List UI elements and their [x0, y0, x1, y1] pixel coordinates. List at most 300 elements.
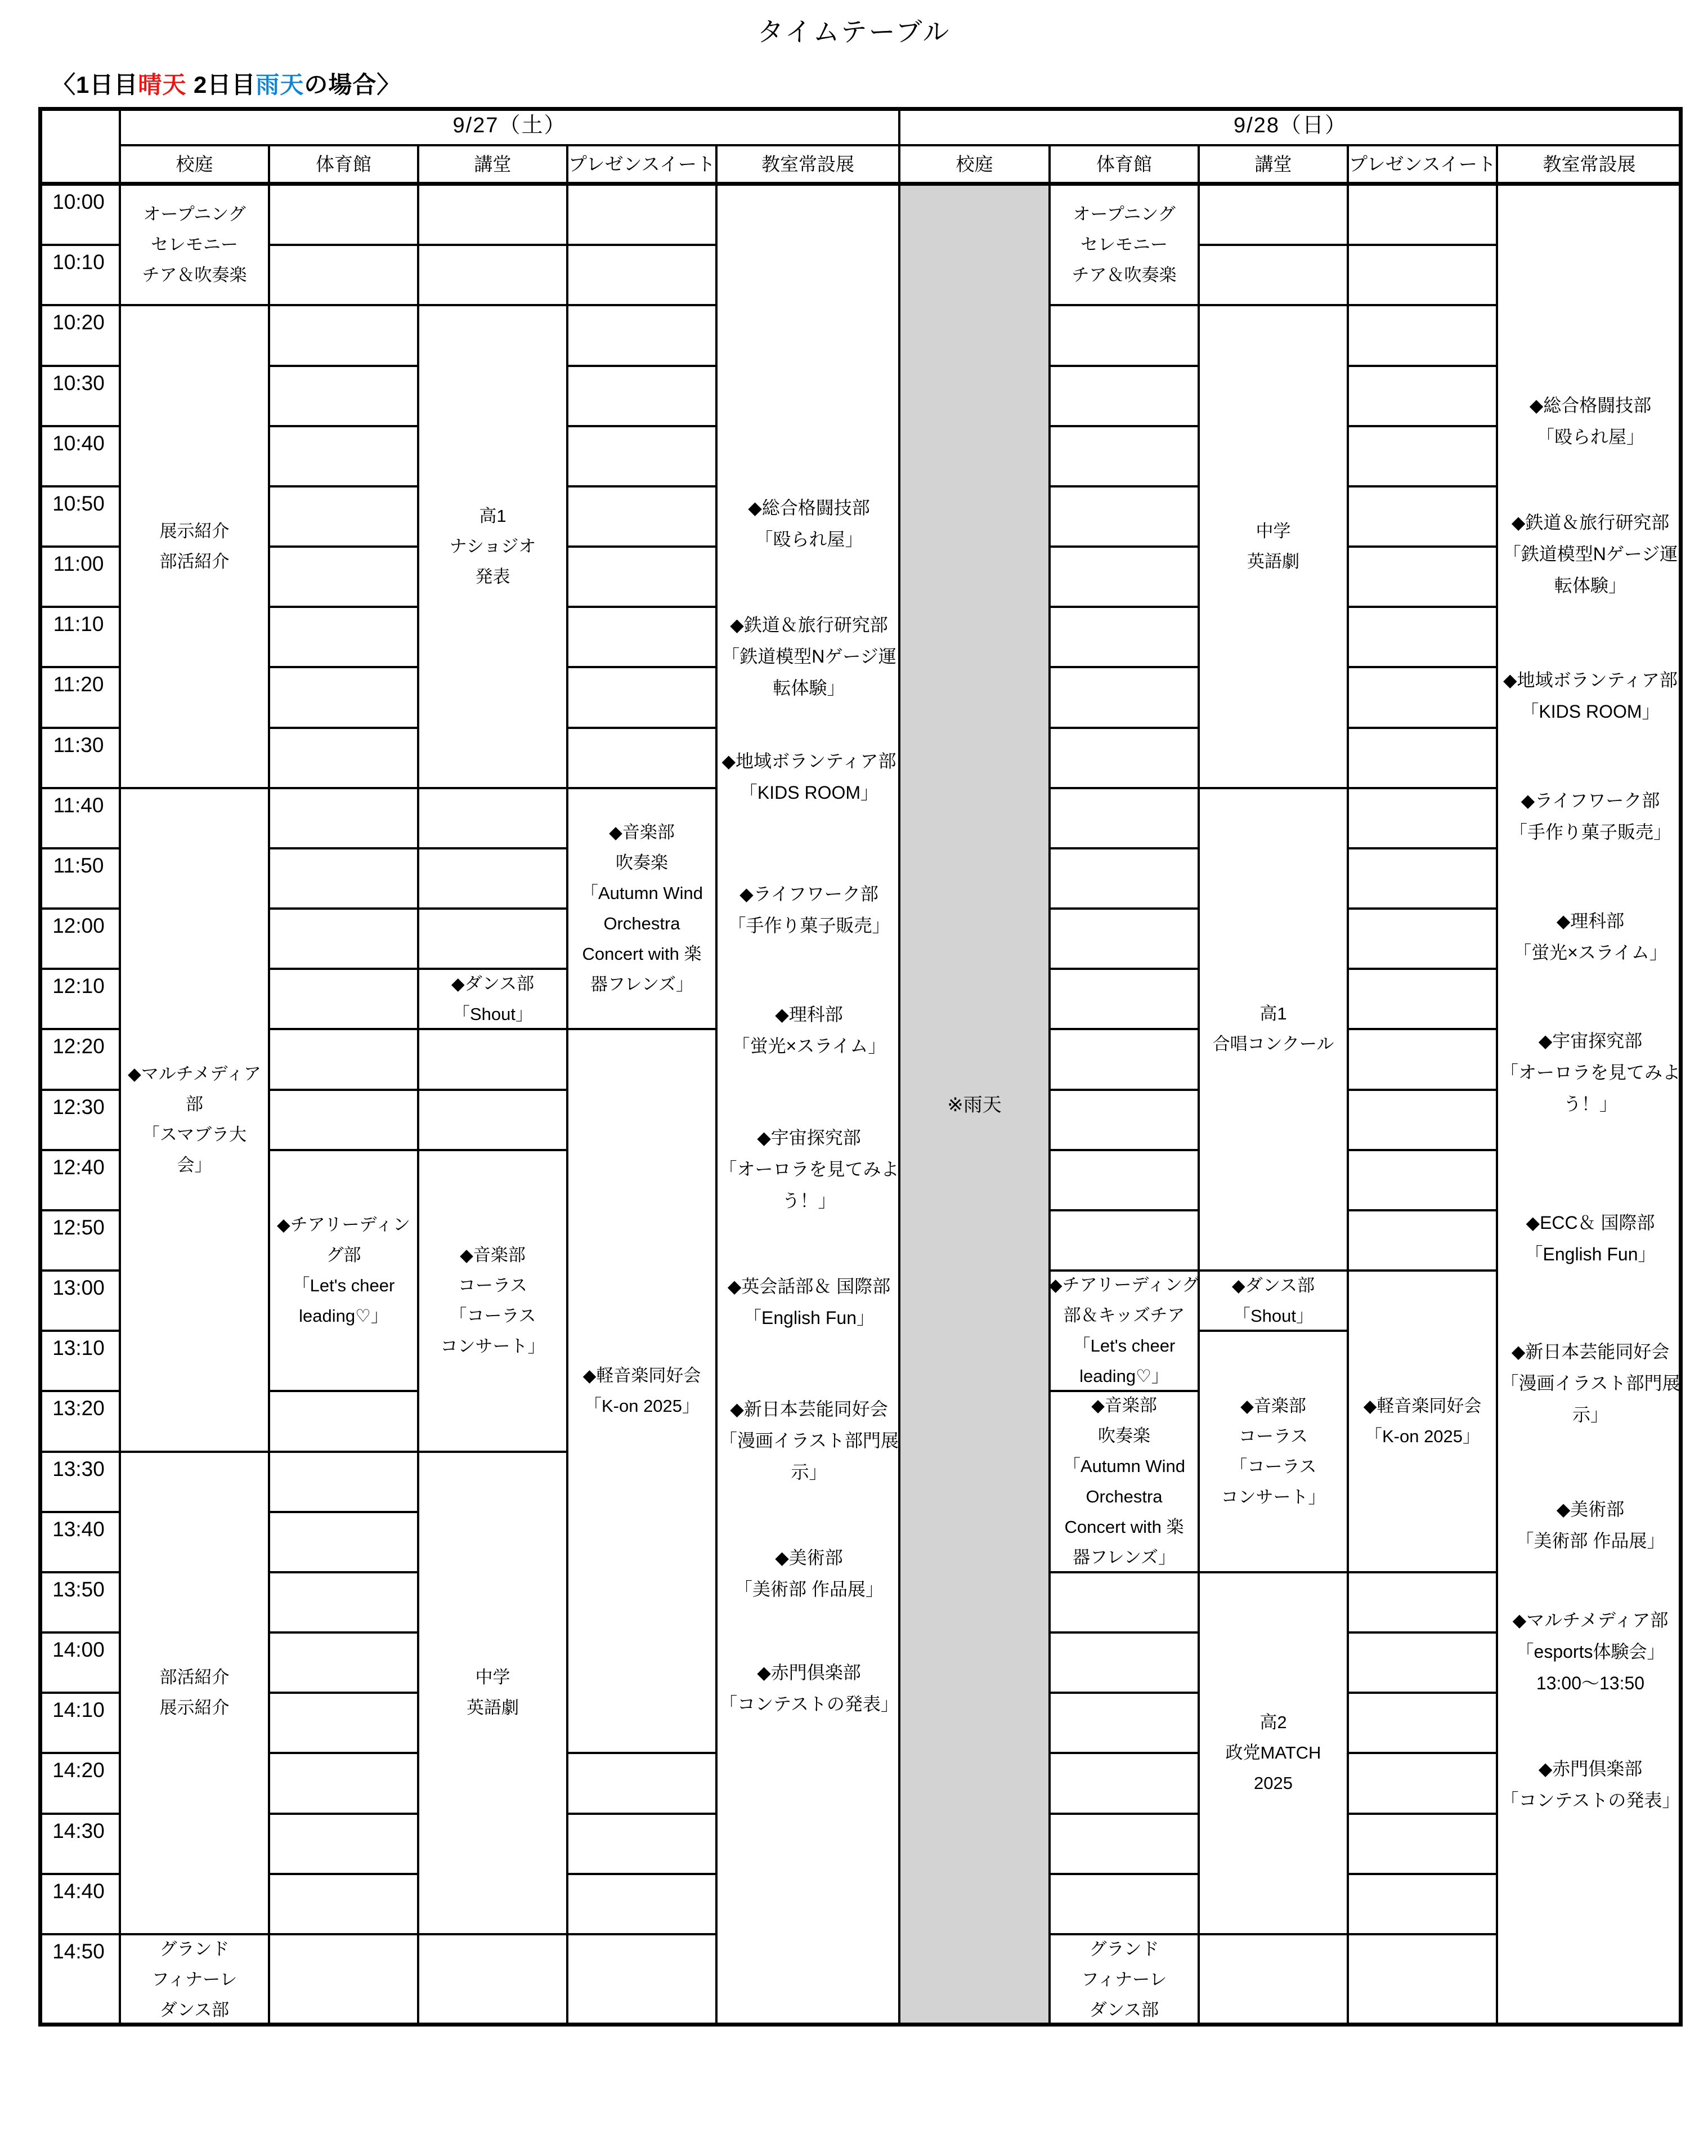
- empty-cell: [1051, 306, 1200, 366]
- text-line: 「美術部 作品展」: [734, 1578, 884, 1599]
- empty-cell: [270, 849, 419, 910]
- event-cell: [1051, 1935, 1200, 2027]
- text-line: 「殴られ屋」: [1536, 426, 1644, 447]
- time-cell: 10:10: [38, 246, 121, 306]
- text-line: コーラス: [458, 1275, 528, 1295]
- empty-cell: [1349, 849, 1498, 910]
- empty-cell: [568, 487, 718, 548]
- text-line: 示」: [791, 1462, 827, 1483]
- text-line: 示」: [1572, 1404, 1608, 1425]
- time-cell: 11:30: [38, 729, 121, 789]
- time-cell: 12:40: [38, 1151, 121, 1211]
- time-cell: 14:20: [38, 1754, 121, 1814]
- empty-cell: [1051, 849, 1200, 910]
- exhibit-entry: [1498, 1604, 1683, 1699]
- empty-cell: [1200, 246, 1349, 306]
- empty-cell: [419, 246, 568, 306]
- time-cell: 10:00: [38, 186, 121, 246]
- text-line: 「コーラス: [449, 1305, 536, 1326]
- text-line: ◆総合格闘技部: [1529, 395, 1652, 415]
- text-line: 英語劇: [1247, 552, 1299, 572]
- rain-cell: [900, 186, 1051, 2027]
- text-line: 「Shout」: [1232, 1305, 1313, 1326]
- exhibit-entry: [718, 1122, 900, 1216]
- empty-cell: [1051, 1211, 1200, 1272]
- empty-cell: [270, 1634, 419, 1694]
- empty-cell: [270, 306, 419, 366]
- text-line: コンサート」: [1221, 1487, 1326, 1507]
- time-cell: 13:30: [38, 1453, 121, 1513]
- exhibit-entry: [718, 609, 900, 704]
- text-line: 「手作り菓子販売」: [728, 915, 890, 936]
- event-cell: [419, 970, 568, 1030]
- text-line: ◆総合格闘技部: [748, 498, 870, 518]
- text-line: 展示紹介: [159, 1698, 230, 1718]
- event-cell: [1200, 1573, 1349, 1935]
- exhibit-entry: [1498, 1025, 1683, 1120]
- text-line: ◆理科部: [775, 1004, 843, 1025]
- text-line: ◆チアリーディン: [276, 1215, 411, 1235]
- event-cell: [568, 1030, 718, 1754]
- text-line: ◆鉄道＆旅行研究部: [730, 614, 888, 635]
- time-cell: 12:00: [38, 910, 121, 970]
- text-line: ◆音楽部: [1240, 1395, 1306, 1416]
- event-cell: [270, 1151, 419, 1393]
- empty-cell: [568, 1935, 718, 2027]
- text-line: う！」: [1563, 1094, 1617, 1115]
- empty-cell: [1349, 729, 1498, 789]
- text-line: 「蛍光×スライム」: [1513, 942, 1667, 963]
- text-line: 吹奏楽: [616, 853, 668, 873]
- empty-cell: [1349, 668, 1498, 728]
- empty-cell: [568, 427, 718, 487]
- text-line: 「鉄道模型Nゲージ運: [721, 646, 896, 667]
- time-cell: 12:10: [38, 970, 121, 1030]
- event-cell: [419, 1453, 568, 1935]
- time-cell: 12:20: [38, 1030, 121, 1090]
- empty-cell: [1349, 1211, 1498, 1272]
- empty-cell: [1349, 1815, 1498, 1875]
- date-header: 9/27（土）: [121, 107, 900, 146]
- time-cell: 11:20: [38, 668, 121, 728]
- text-line: オープニング: [143, 204, 246, 225]
- event-cell: [568, 789, 718, 1031]
- exhibit-entry: [718, 745, 900, 808]
- empty-cell: [1051, 427, 1200, 487]
- empty-cell: [270, 367, 419, 427]
- empty-cell: [419, 1030, 568, 1090]
- time-cell: 14:50: [38, 1935, 121, 2027]
- text-line: leading♡」: [1079, 1366, 1169, 1386]
- text-line: 「手作り菓子販売」: [1509, 821, 1671, 842]
- text-line: ◆赤門倶楽部: [1538, 1759, 1643, 1779]
- empty-cell: [270, 910, 419, 970]
- text-line: ◆赤門倶楽部: [757, 1662, 861, 1683]
- text-line: ◆マルチメディア部: [1512, 1610, 1669, 1631]
- text-line: ◆鉄道＆旅行研究部: [1511, 512, 1670, 533]
- empty-cell: [1349, 548, 1498, 608]
- empty-cell: [1051, 1754, 1200, 1814]
- time-cell: 14:00: [38, 1634, 121, 1694]
- subtitle-suffix: の場合〉: [304, 71, 401, 98]
- time-cell: 13:10: [38, 1332, 121, 1392]
- time-cell: 13:00: [38, 1272, 121, 1332]
- text-line: 部活紹介: [159, 552, 230, 572]
- empty-cell: [1349, 1935, 1498, 2027]
- empty-cell: [419, 849, 568, 910]
- text-line: ◆軽音楽同好会: [1363, 1396, 1482, 1416]
- text-line: ◆宇宙探究部: [757, 1127, 861, 1148]
- date-header: 9/28（日）: [900, 107, 1683, 146]
- text-line: セレモニー: [151, 235, 238, 255]
- event-cell: [1349, 1272, 1498, 1573]
- empty-cell: [270, 1513, 419, 1573]
- empty-cell: [1349, 306, 1498, 366]
- empty-cell: [568, 246, 718, 306]
- text-line: 「KIDS ROOM」: [739, 782, 879, 803]
- empty-cell: [568, 668, 718, 728]
- text-line: 高2: [1259, 1712, 1287, 1733]
- exhibit-entry: [1498, 785, 1683, 848]
- text-line: 「漫画イラスト部門展: [1500, 1373, 1680, 1394]
- text-line: 転体験」: [1554, 575, 1626, 596]
- empty-cell: [419, 789, 568, 849]
- time-cell: 11:50: [38, 849, 121, 910]
- text-line: 「スマブラ大: [142, 1125, 247, 1145]
- empty-cell: [270, 427, 419, 487]
- text-line: フィナーレ: [1081, 1970, 1167, 1989]
- text-line: ◆新日本芸能同好会: [1511, 1341, 1670, 1362]
- empty-cell: [1349, 1875, 1498, 1935]
- empty-cell: [270, 1875, 419, 1935]
- text-line: 中学: [475, 1667, 510, 1688]
- event-cell: [121, 1453, 270, 1935]
- text-line: コーラス: [1238, 1426, 1308, 1446]
- text-line: グランド: [1089, 1939, 1159, 1959]
- text-line: ダンス部: [159, 2000, 230, 2020]
- empty-cell: [1349, 970, 1498, 1030]
- text-line: 「Shout」: [452, 1004, 533, 1024]
- text-line: 「K-on 2025」: [584, 1396, 700, 1416]
- event-cell: [1200, 306, 1349, 789]
- text-line: Orchestra: [603, 914, 680, 934]
- empty-cell: [1200, 1935, 1349, 2027]
- event-cell: [121, 186, 270, 306]
- empty-cell: [1051, 1030, 1200, 1090]
- empty-cell: [270, 789, 419, 849]
- empty-cell: [270, 548, 419, 608]
- text-line: ◆ダンス部: [451, 973, 535, 994]
- text-line: 転体験」: [773, 677, 845, 698]
- event-cell: [419, 1151, 568, 1453]
- text-line: 「コーラス: [1230, 1456, 1317, 1477]
- empty-cell: [270, 970, 419, 1030]
- text-line: ◆地域ボランティア部: [721, 751, 896, 772]
- empty-cell: [568, 186, 718, 246]
- empty-cell: [568, 729, 718, 789]
- venue-header: 教室常設展: [718, 146, 900, 186]
- text-line: ◆英会話部＆ 国際部: [727, 1276, 891, 1296]
- empty-cell: [270, 1091, 419, 1151]
- text-line: グ部: [326, 1245, 361, 1265]
- text-line: 「コンテストの発表」: [1500, 1790, 1680, 1811]
- time-cell: 13:40: [38, 1513, 121, 1573]
- text-line: 合唱コンクール: [1212, 1034, 1334, 1054]
- empty-cell: [568, 608, 718, 668]
- event-cell: [1051, 186, 1200, 306]
- event-cell: [1200, 789, 1349, 1272]
- empty-cell: [1051, 668, 1200, 728]
- exhibit-entry: [1498, 905, 1683, 968]
- venue-header: 教室常設展: [1498, 146, 1683, 186]
- subtitle-mid: 2日目: [186, 71, 256, 98]
- empty-cell: [270, 608, 419, 668]
- empty-cell: [568, 548, 718, 608]
- text-line: 部活紹介: [159, 1667, 230, 1688]
- exhibit-entry: [1498, 507, 1683, 601]
- text-line: ダンス部: [1089, 2000, 1159, 2020]
- text-line: 「オーロラを見てみよ: [1500, 1062, 1680, 1083]
- venue-header: プレゼンスイート: [1349, 146, 1498, 186]
- page-title: タイムテーブル: [757, 17, 951, 47]
- text-line: 「美術部 作品展」: [1516, 1531, 1665, 1551]
- empty-cell: [1349, 1030, 1498, 1090]
- venue-header: 講堂: [1200, 146, 1349, 186]
- subtitle-sunny: 晴天: [138, 71, 187, 98]
- empty-cell: [1349, 186, 1498, 246]
- venue-header: 校庭: [121, 146, 270, 186]
- empty-cell: [1349, 427, 1498, 487]
- time-cell: 11:40: [38, 789, 121, 849]
- text-line: ◆ライフワーク部: [739, 884, 878, 905]
- text-line: セレモニー: [1081, 235, 1168, 255]
- empty-cell: [270, 1392, 419, 1452]
- empty-cell: [270, 487, 419, 548]
- corner-cell: [38, 107, 121, 186]
- venue-header: 講堂: [419, 146, 568, 186]
- text-line: 発表: [475, 567, 510, 587]
- exhibit-entry: [1498, 1336, 1683, 1430]
- text-line: Concert with 楽: [582, 944, 702, 964]
- text-line: グランド: [159, 1939, 230, 1959]
- exhibit-entry: [718, 1393, 900, 1488]
- empty-cell: [1349, 1151, 1498, 1211]
- empty-cell: [270, 1453, 419, 1513]
- empty-cell: [1349, 1634, 1498, 1694]
- time-cell: 14:30: [38, 1815, 121, 1875]
- empty-cell: [1051, 608, 1200, 668]
- weather-case-note: [52, 66, 401, 100]
- text-line: ◆美術部: [1556, 1499, 1625, 1520]
- time-cell: 13:20: [38, 1392, 121, 1452]
- text-line: 吹奏楽: [1098, 1426, 1150, 1446]
- text-line: 部＆キッズチア: [1063, 1305, 1185, 1326]
- empty-cell: [1349, 910, 1498, 970]
- text-line: ◆宇宙探究部: [1538, 1031, 1643, 1052]
- empty-cell: [1051, 910, 1200, 970]
- exhibit-entry: [718, 492, 900, 555]
- text-line: 「殴られ屋」: [755, 529, 863, 550]
- empty-cell: [568, 1754, 718, 1814]
- text-line: 「KIDS ROOM」: [1521, 701, 1660, 722]
- time-cell: 13:50: [38, 1573, 121, 1634]
- text-line: 「English Fun」: [1525, 1244, 1656, 1265]
- text-line: ◆ECC＆ 国際部: [1526, 1213, 1655, 1233]
- empty-cell: [1349, 1694, 1498, 1754]
- text-line: ◆軽音楽同好会: [582, 1366, 701, 1386]
- text-line: 器フレンズ」: [590, 974, 694, 995]
- empty-cell: [1051, 1875, 1200, 1935]
- text-line: Concert with 楽: [1064, 1517, 1184, 1537]
- time-cell: 12:50: [38, 1211, 121, 1272]
- venue-header: プレゼンスイート: [568, 146, 718, 186]
- empty-cell: [1051, 487, 1200, 548]
- empty-cell: [1051, 1694, 1200, 1754]
- empty-cell: [1349, 1754, 1498, 1814]
- empty-cell: [1349, 487, 1498, 548]
- empty-cell: [1200, 186, 1349, 246]
- empty-cell: [270, 1935, 419, 2027]
- text-line: オープニング: [1073, 204, 1176, 225]
- event-cell: [1048, 1272, 1200, 1392]
- empty-cell: [1051, 729, 1200, 789]
- text-line: 「K-on 2025」: [1364, 1426, 1481, 1447]
- text-line: 「Let's cheer: [1073, 1336, 1176, 1356]
- text-line: 中学: [1256, 521, 1291, 542]
- time-cell: 11:10: [38, 608, 121, 668]
- empty-cell: [568, 1815, 718, 1875]
- text-line: 「コンテストの発表」: [719, 1693, 899, 1714]
- text-line: 13:00〜13:50: [1536, 1673, 1645, 1694]
- empty-cell: [270, 1030, 419, 1090]
- empty-cell: [1349, 608, 1498, 668]
- text-line: ◆理科部: [1556, 911, 1625, 932]
- text-line: ◆音楽部: [609, 822, 675, 843]
- text-line: 展示紹介: [159, 521, 230, 542]
- exhibit-entry: [1498, 1753, 1683, 1816]
- empty-cell: [1051, 1634, 1200, 1694]
- text-line: 「Let's cheer: [292, 1276, 395, 1296]
- exhibit-entry: [718, 1542, 900, 1605]
- time-cell: 12:30: [38, 1091, 121, 1151]
- empty-cell: [1349, 367, 1498, 427]
- text-line: 「蛍光×スライム」: [732, 1036, 886, 1057]
- text-line: 政党MATCH: [1225, 1743, 1321, 1763]
- empty-cell: [270, 729, 419, 789]
- exhibit-column: [718, 186, 900, 2027]
- text-line: フィナーレ: [151, 1970, 237, 1989]
- empty-cell: [1051, 548, 1200, 608]
- time-cell: 10:40: [38, 427, 121, 487]
- event-cell: [1200, 1332, 1349, 1573]
- empty-cell: [1051, 367, 1200, 427]
- text-line: ◆音楽部: [1091, 1395, 1157, 1416]
- event-cell: [121, 306, 270, 789]
- time-cell: 14:10: [38, 1694, 121, 1754]
- text-line: ◆美術部: [775, 1547, 843, 1568]
- event-cell: [1200, 1272, 1349, 1332]
- empty-cell: [270, 186, 419, 246]
- empty-cell: [419, 1091, 568, 1151]
- exhibit-entry: [718, 1657, 900, 1720]
- text-line: 部: [186, 1094, 203, 1115]
- empty-cell: [419, 910, 568, 970]
- time-cell: 11:00: [38, 548, 121, 608]
- text-line: チア＆吹奏楽: [1072, 265, 1177, 285]
- subtitle-rainy: 雨天: [255, 71, 304, 98]
- text-line: ※雨天: [947, 1094, 1002, 1116]
- empty-cell: [270, 668, 419, 728]
- text-line: 器フレンズ」: [1072, 1547, 1176, 1568]
- exhibit-entry: [1498, 664, 1683, 727]
- text-line: 「Autumn Wind: [1063, 1456, 1186, 1477]
- exhibit-entry: [718, 999, 900, 1062]
- empty-cell: [270, 1754, 419, 1814]
- empty-cell: [1349, 246, 1498, 306]
- text-line: ◆マルチメディア: [127, 1064, 262, 1084]
- event-cell: [1051, 1392, 1200, 1573]
- text-line: う！」: [782, 1190, 836, 1211]
- text-line: ◆ライフワーク部: [1521, 790, 1660, 811]
- empty-cell: [568, 306, 718, 366]
- empty-cell: [1051, 789, 1200, 849]
- empty-cell: [1349, 1573, 1498, 1634]
- text-line: 「English Fun」: [743, 1307, 875, 1328]
- empty-cell: [1051, 1815, 1200, 1875]
- text-line: 「esports体験会」: [1516, 1641, 1665, 1662]
- text-line: 2025: [1254, 1773, 1293, 1793]
- text-line: 「Autumn Wind: [580, 883, 703, 903]
- text-line: ◆音楽部: [460, 1245, 526, 1265]
- empty-cell: [419, 1935, 568, 2027]
- empty-cell: [419, 186, 568, 246]
- text-line: コンサート」: [440, 1336, 545, 1356]
- exhibit-entry: [718, 1271, 900, 1334]
- time-cell: 10:30: [38, 367, 121, 427]
- text-line: ◆新日本芸能同好会: [730, 1399, 888, 1420]
- subtitle-prefix: 〈1日目: [52, 71, 138, 98]
- empty-cell: [1051, 1151, 1200, 1211]
- exhibit-entry: [718, 878, 900, 941]
- text-line: ナショジオ: [449, 536, 536, 557]
- time-cell: 10:20: [38, 306, 121, 366]
- text-line: 「鉄道模型Nゲージ運: [1503, 543, 1678, 564]
- exhibit-entry: [1498, 1493, 1683, 1556]
- empty-cell: [1051, 970, 1200, 1030]
- empty-cell: [270, 1694, 419, 1754]
- event-cell: [121, 1935, 270, 2027]
- text-line: 高1: [479, 506, 506, 526]
- text-line: 会」: [177, 1155, 212, 1175]
- event-cell: [121, 789, 270, 1453]
- text-line: ◆チアリーディング: [1048, 1275, 1200, 1295]
- empty-cell: [1349, 1091, 1498, 1151]
- text-line: チア＆吹奏楽: [142, 265, 247, 285]
- event-cell: [419, 306, 568, 789]
- exhibit-entry: [1498, 390, 1683, 453]
- time-cell: 10:50: [38, 487, 121, 548]
- text-line: Orchestra: [1086, 1487, 1163, 1507]
- venue-header: 体育館: [1051, 146, 1200, 186]
- exhibit-entry: [1498, 1207, 1683, 1270]
- empty-cell: [1349, 789, 1498, 849]
- text-line: leading♡」: [299, 1306, 388, 1326]
- empty-cell: [270, 1573, 419, 1634]
- empty-cell: [270, 1815, 419, 1875]
- venue-header: 体育館: [270, 146, 419, 186]
- empty-cell: [568, 1875, 718, 1935]
- venue-header: 校庭: [900, 146, 1051, 186]
